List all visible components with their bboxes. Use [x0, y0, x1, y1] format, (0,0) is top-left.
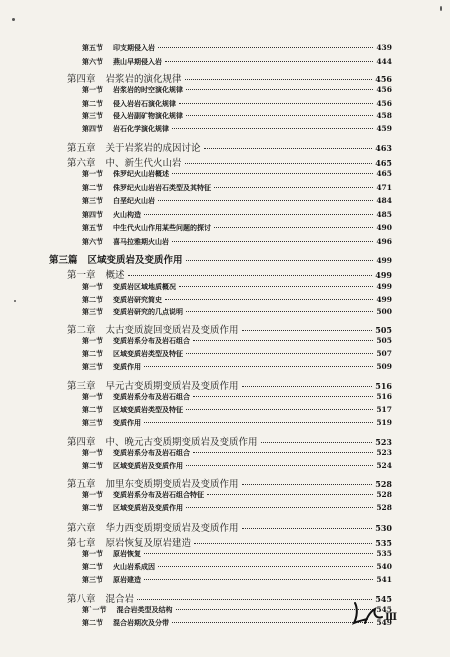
- entry-number: 第一节: [82, 549, 103, 558]
- entry-title: 变质岩系分布及岩石组合: [113, 392, 190, 401]
- section-entry[interactable]: [82, 503, 392, 513]
- entry-title: 侵入岩岩石演化规律: [113, 99, 176, 108]
- entry-number: 第一节: [82, 490, 103, 499]
- part-entry[interactable]: [49, 252, 392, 266]
- page-number: 459: [376, 124, 392, 133]
- dot-leader: [242, 386, 373, 387]
- chapter-entry[interactable]: [67, 140, 392, 154]
- dot-leader: [186, 353, 373, 354]
- chapter-entry[interactable]: [67, 378, 392, 392]
- page-number: 509: [376, 362, 392, 371]
- entry-number: 第`一节: [82, 605, 107, 614]
- page-number: 549: [376, 618, 392, 627]
- dot-leader: [193, 452, 373, 453]
- page-number-scribble: [349, 599, 389, 629]
- dot-leader: [165, 61, 373, 62]
- section-entry[interactable]: [82, 418, 392, 428]
- chapter-entry[interactable]: [67, 322, 392, 336]
- section-entry[interactable]: [82, 549, 392, 559]
- page-number: 439: [376, 43, 392, 52]
- entry-number: 第二节: [82, 562, 103, 571]
- dot-leader: [193, 396, 373, 397]
- chapter-entry[interactable]: [67, 267, 392, 281]
- section-entry[interactable]: [82, 562, 392, 572]
- section-entry[interactable]: [82, 405, 392, 415]
- entry-title: 区域变质岩类型及特征: [113, 405, 183, 414]
- page-number: 535: [375, 538, 392, 548]
- entry-title: 岩浆岩的时空演化规律: [113, 85, 183, 94]
- section-entry[interactable]: [82, 57, 392, 67]
- page-number: 523: [375, 437, 392, 447]
- page-number: 499: [376, 282, 392, 291]
- entry-title: 岩石化学演化规律: [113, 124, 169, 133]
- section-entry[interactable]: [82, 237, 392, 247]
- page-number: 528: [376, 490, 392, 499]
- page-number: 458: [376, 111, 392, 120]
- dot-leader: [172, 173, 373, 174]
- page-number: 444: [376, 57, 392, 66]
- section-entry[interactable]: [82, 210, 392, 220]
- entry-number: 第四章: [67, 74, 96, 85]
- entry-title: 混合岩: [105, 594, 135, 605]
- page-number: 465: [376, 169, 392, 178]
- entry-title: 变质岩研究的几点说明: [113, 307, 183, 316]
- section-entry[interactable]: [82, 169, 392, 179]
- page-number: 519: [376, 418, 392, 427]
- entry-number: 第一节: [82, 336, 103, 345]
- dot-leader: [193, 340, 373, 341]
- dot-leader: [185, 79, 373, 80]
- page-number: 490: [376, 223, 392, 232]
- entry-number: 第二节: [82, 183, 103, 192]
- section-entry[interactable]: [82, 461, 392, 471]
- scan-speck: [440, 6, 442, 11]
- page-number: 465: [375, 158, 392, 168]
- page-number: 456: [376, 85, 392, 94]
- section-entry[interactable]: [82, 183, 392, 193]
- entry-title: 混合岩期次及分带: [113, 618, 169, 627]
- entry-number: 第六节: [82, 57, 103, 66]
- chapter-entry[interactable]: [67, 71, 392, 85]
- dot-leader: [261, 442, 373, 443]
- dot-leader: [176, 609, 374, 610]
- dot-leader: [172, 241, 373, 242]
- entry-number: 第五章: [67, 479, 96, 490]
- section-entry[interactable]: [82, 223, 392, 233]
- entry-number: 第三篇: [49, 255, 78, 266]
- entry-number: 第四节: [82, 124, 103, 133]
- dot-leader: [186, 311, 373, 312]
- dot-leader: [242, 330, 373, 331]
- chapter-entry[interactable]: [67, 476, 392, 490]
- section-entry[interactable]: [82, 605, 392, 615]
- entry-number: 第七章: [67, 538, 96, 549]
- page-number: 516: [376, 392, 392, 401]
- dot-leader: [242, 528, 373, 529]
- page-number: 517: [376, 405, 392, 414]
- dot-leader: [204, 148, 373, 149]
- dot-leader: [194, 543, 372, 544]
- section-entry[interactable]: [82, 307, 392, 317]
- entry-number: 第二章: [67, 325, 96, 336]
- dot-leader: [144, 579, 373, 580]
- entry-number: 第四节: [82, 210, 103, 219]
- page-number: 471: [376, 183, 392, 192]
- dot-leader: [207, 494, 373, 495]
- dot-leader: [128, 275, 373, 276]
- section-entry[interactable]: [82, 490, 392, 500]
- dot-leader: [158, 47, 373, 48]
- page-number: 499: [376, 256, 392, 265]
- dot-leader: [186, 465, 373, 466]
- entry-number: 第三节: [82, 196, 103, 205]
- entry-number: 第二节: [82, 503, 103, 512]
- page-number: 484: [376, 196, 392, 205]
- page-number: 456: [376, 99, 392, 108]
- page-number: 496: [376, 237, 392, 246]
- entry-title: 原岩建造: [113, 575, 141, 584]
- entry-title: 区域变质岩及变质作用: [113, 503, 183, 512]
- dot-leader: [179, 103, 373, 104]
- page-number: 530: [375, 523, 392, 533]
- entry-number: 第三节: [82, 362, 103, 371]
- dot-leader: [214, 187, 373, 188]
- entry-title: 中生代火山作用某些问题的探讨: [113, 223, 211, 232]
- page-number: 507: [376, 349, 392, 358]
- entry-title: 火山岩系成因: [113, 562, 155, 571]
- entry-title: 混合岩类型及结构: [116, 605, 173, 614]
- dot-leader: [137, 599, 372, 600]
- chapter-entry[interactable]: [67, 535, 392, 549]
- entry-number: 第六节: [82, 237, 103, 246]
- entry-title: 变质岩区域地质概况: [113, 282, 176, 291]
- page-number: 456: [375, 74, 392, 84]
- page-number: 500: [376, 307, 392, 316]
- entry-number: 第四章: [67, 437, 96, 448]
- dot-leader: [172, 622, 373, 623]
- page-number: 485: [376, 210, 392, 219]
- page-number: 524: [376, 461, 392, 470]
- dot-leader: [185, 163, 373, 164]
- entry-number: 第五节: [82, 43, 103, 52]
- dot-leader: [144, 214, 373, 215]
- entry-number: 第三节: [82, 111, 103, 120]
- dot-leader: [165, 299, 373, 300]
- entry-number: 第三节: [82, 575, 103, 584]
- entry-number: 第三章: [67, 381, 96, 392]
- entry-title: 中、新生代火山岩: [105, 158, 182, 169]
- entry-title: 变质岩系分布及岩石组合特征: [113, 490, 204, 499]
- page-number: 523: [376, 448, 392, 457]
- entry-title: 侵入岩副矿物演化规律: [113, 111, 183, 120]
- entry-title: 燕山早期侵入岩: [113, 57, 162, 66]
- entry-number: 第三节: [82, 307, 103, 316]
- entry-title: 加里东变质期变质岩及变质作用: [105, 479, 239, 490]
- chapter-entry[interactable]: [67, 434, 392, 448]
- entry-title: 华力西变质期变质岩及变质作用: [105, 523, 239, 534]
- section-entry[interactable]: [82, 85, 392, 95]
- entry-title: 太古变质旋回变质岩及变质作用: [105, 325, 239, 336]
- page-number: 505: [375, 325, 392, 335]
- page-number: 545: [376, 605, 392, 614]
- page-number: 540: [376, 562, 392, 571]
- entry-number: 第二节: [82, 295, 103, 304]
- entry-title: 侏罗纪火山岩概述: [113, 169, 169, 178]
- entry-number: 第六章: [67, 158, 96, 169]
- entry-title: 原岩恢复: [113, 549, 141, 558]
- entry-number: 第一节: [82, 392, 103, 401]
- chapter-entry[interactable]: [67, 591, 392, 605]
- dot-leader: [186, 507, 373, 508]
- section-entry[interactable]: [82, 575, 392, 585]
- section-entry[interactable]: [82, 448, 392, 458]
- entry-number: 第六章: [67, 523, 96, 534]
- dot-leader: [172, 128, 373, 129]
- entry-title: 变质岩系分布及岩石组合: [113, 336, 190, 345]
- page-folio: III: [385, 612, 397, 623]
- page-number: 505: [376, 336, 392, 345]
- entry-title: 区域变质岩类型及特征: [113, 349, 183, 358]
- entry-title: 印支期侵入岩: [113, 43, 155, 52]
- entry-title: 概述: [105, 270, 125, 281]
- section-entry[interactable]: [82, 362, 392, 372]
- section-entry[interactable]: [82, 392, 392, 402]
- entry-title: 喜马拉雅期火山岩: [113, 237, 169, 246]
- section-entry[interactable]: [82, 111, 392, 121]
- section-entry[interactable]: [82, 349, 392, 359]
- section-entry[interactable]: [82, 124, 392, 134]
- dot-leader: [144, 422, 373, 423]
- entry-title: 火山构造: [113, 210, 141, 219]
- page-number: 516: [375, 381, 392, 391]
- entry-title: 变质作用: [113, 418, 141, 427]
- section-entry[interactable]: [82, 295, 392, 305]
- entry-number: 第一章: [67, 270, 96, 281]
- entry-title: 早元古变质期变质岩及变质作用: [105, 381, 239, 392]
- dot-leader: [158, 200, 373, 201]
- entry-title: 原岩恢复及原岩建造: [105, 538, 192, 549]
- dot-leader: [144, 366, 373, 367]
- dot-leader: [158, 566, 373, 567]
- dot-leader: [186, 115, 373, 116]
- entry-title: 侏罗纪火山岩岩石类型及其特征: [113, 183, 211, 192]
- section-entry[interactable]: [82, 196, 392, 206]
- chapter-entry[interactable]: [67, 520, 392, 534]
- entry-title: 区域变质岩及变质作用: [113, 461, 183, 470]
- page-number: 541: [376, 575, 392, 584]
- entry-title: 关于岩浆岩的成因讨论: [105, 143, 201, 154]
- entry-number: 第二节: [82, 618, 103, 627]
- entry-number: 第二节: [82, 99, 103, 108]
- page-number: 528: [376, 503, 392, 512]
- entry-title: 变质作用: [113, 362, 141, 371]
- page-number: 545: [375, 594, 392, 604]
- section-entry[interactable]: [82, 43, 392, 53]
- entry-number: 第一节: [82, 448, 103, 457]
- dot-leader: [242, 484, 373, 485]
- entry-title: 区域变质岩及变质作用: [87, 255, 183, 266]
- scan-speck: [12, 18, 15, 21]
- dot-leader: [214, 227, 373, 228]
- section-entry[interactable]: [82, 282, 392, 292]
- section-entry[interactable]: [82, 618, 392, 628]
- entry-number: 第二节: [82, 349, 103, 358]
- entry-number: 第五节: [82, 223, 103, 232]
- entry-title: 白垩纪火山岩: [113, 196, 155, 205]
- entry-number: 第二节: [82, 461, 103, 470]
- entry-number: 第二节: [82, 405, 103, 414]
- chapter-entry[interactable]: [67, 155, 392, 169]
- section-entry[interactable]: [82, 99, 392, 109]
- page-number: 463: [375, 143, 392, 153]
- entry-number: 第一节: [82, 282, 103, 291]
- entry-number: 第三节: [82, 418, 103, 427]
- page-number: 535: [376, 549, 392, 558]
- scan-speck: [14, 300, 16, 302]
- dot-leader: [186, 409, 373, 410]
- entry-number: 第一节: [82, 169, 103, 178]
- entry-number: 第八章: [67, 594, 96, 605]
- entry-title: 岩浆岩的演化规律: [105, 74, 182, 85]
- entry-title: 中、晚元古变质期变质岩及变质作用: [105, 437, 258, 448]
- dot-leader: [186, 260, 374, 261]
- section-entry[interactable]: [82, 336, 392, 346]
- dot-leader: [144, 553, 373, 554]
- entry-title: 变质岩研究简史: [113, 295, 162, 304]
- entry-title: 变质岩系分布及岩石组合: [113, 448, 190, 457]
- page-number: 499: [375, 270, 392, 280]
- dot-leader: [186, 89, 373, 90]
- dot-leader: [179, 286, 373, 287]
- entry-number: 第五章: [67, 143, 96, 154]
- page-number: 528: [375, 479, 392, 489]
- page-number: 499: [376, 295, 392, 304]
- entry-number: 第一节: [82, 85, 103, 94]
